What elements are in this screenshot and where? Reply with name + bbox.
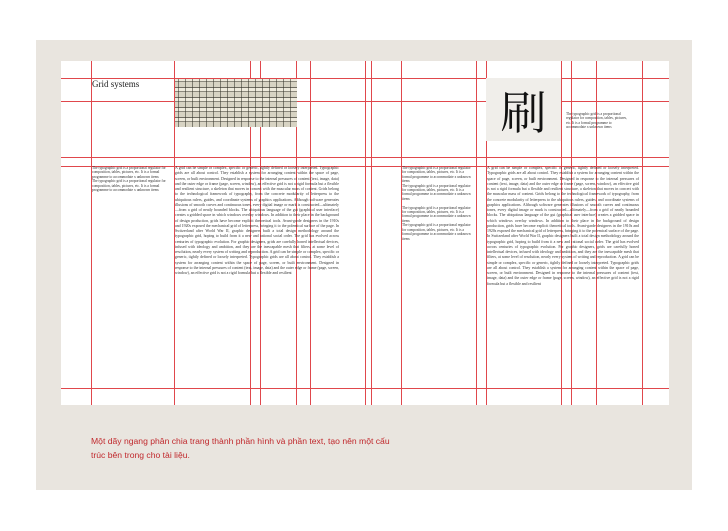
figure-caption: Một dãy ngang phân chia trang thành phần hình và phần text, tạo nên một cấu trúc bên trong cho tài liệu. <box>91 436 390 460</box>
body-text-column-2: A grid can be simple or complex, specific or generic, tightly defined or loosely interpreted. Typographic grids are all about control. They establish a system for arranging content within the space of page, screen, or built environment. Designed in response to the internal pressures of content (text, image, data) and the outer edge or frame (page, screen, window), an effective grid is not a rigid formula but a flexible and resilient structure, a skeleton that moves in concert with the muscular mass of content. Grids belong to the technological framework of typography, from the concrete modularity of letterpress to the ubiquitous rulers, guides, and coordinate systems of graphics applications. Although software generates illusions of smooth curves and continuous tones, every digital image or mark is constructed—ultimately—from a grid of neatly bounded blocks. The ubiquitous language of the gui (graphical user interface) creates a gridded space in which windows overlay windows. In addition to their place in the background of design production, grids have become explicit theoretical tools. Avant-garde designers in the 1910s and 1920s exposed the mechanical grid of letterpress, bringing it to the polemical surface of the page. In Switzerland after World War II, graphic designers built a total design methodology around the typographic grid, hoping to build from it a new and rational social order. The grid has evolved across centuries of typographic evolution. For graphic designers, grids are carefully honed intellectual devices, infused with ideology and ambition, and they are the inescapable mesh that filters, at some level of resolution, nearly every system of writing and reproduction. A grid can be simple or complex, specific or generic, tightly defined or loosely interpreted. Typographic grids are all about control. They establish a system for arranging content within the space of page, screen, or built environment. Designed in response to the internal pressures of content (text, image, data) and the outer edge or frame (page, screen, window), an effective grid is not a rigid formula but a flexible and resilient <box>487 166 639 286</box>
kanji-glyph: 刷 <box>500 85 547 140</box>
left-sidebar-notes: The typographic grid is a proportional regulator for composition, tables, pictures, etc. It is a formal programme to accommodate x unknown items The typographic grid is a proportional regulator for composition, tables, pictures, etc. It is a formal programme to accommodate x unknown items <box>92 166 166 193</box>
body-text-column-1: A grid can be simple or complex, specific or generic, tightly defined or loosely interpreted. Typographic grids are all about control. They establish a system for arranging content within the space of page, screen, or built environment. Designed in response to the internal pressures of content (text, image, data) and the outer edge or frame (page, screen, window), an effective grid is not a rigid formula but a flexible and resilient structure, a skeleton that moves in concert with the muscular mass of content. Grids belong to the technological framework of typography, from the concrete modularity of letterpress to the ubiquitous rulers, guides, and coordinate systems of graphics applications. Although software generates illusions of smooth curves and continuous tones, every digital image or mark is constructed—ultimately—from a grid of neatly bounded blocks. The ubiquitous language of the gui (graphical user interface) creates a gridded space in which windows overlay windows. In addition to their place in the background of design production, grids have become explicit theoretical tools. Avant-garde designers in the 1910s and 1920s exposed the mechanical grid of letterpress, bringing it to the polemical surface of the page. In Switzerland after World War II, graphic designers built a total design methodology around the typographic grid, hoping to build from it a new and rational social order. The grid has evolved across centuries of typographic evolution. For graphic designers, grids are carefully honed intellectual devices, infused with ideology and ambition, and they are the inescapable mesh that filters, at some level of resolution, nearly every system of writing and reproduction. A grid can be simple or complex, specific or generic, tightly defined or loosely interpreted. Typographic grids are all about control. They establish a system for arranging content within the space of page, screen, or built environment. Designed in response to the internal pressures of content (text, image, data) and the outer edge or frame (page, screen, window), an effective grid is not a rigid formula but a flexible and resilient <box>175 166 339 275</box>
grid-line <box>642 61 643 405</box>
middle-sidebar-notes: The typographic grid is a proportional regulator for composition, tables, pictures, etc. It is a formal programme to accommodate x unknown items The typographic grid is a proportional regulator for composition, tables, pictures, etc. It is a formal programme to accommodate x unknown items The typographic grid is a proportional regulator for composition, tables, pictures, etc. It is a formal programme to accommodate x unknown items The typographic grid is a proportional regulator for composition, tables, pictures, etc. It is a formal programme to accommodate x unknown items <box>402 166 471 241</box>
grid-line <box>365 61 366 405</box>
grid-sheet <box>61 61 669 405</box>
grid-line <box>476 61 477 405</box>
grid-line <box>91 61 92 405</box>
letterpress-type-image <box>175 79 297 127</box>
grid-line <box>61 78 669 79</box>
image-caption-note: The typographic grid is a proportional regulator for composition, tables, pictures, etc. It is a formal programme to accommodate x unknown items <box>566 112 627 130</box>
grid-line <box>61 101 669 102</box>
page-title: Grid systems <box>92 79 140 89</box>
grid-line <box>61 157 669 158</box>
kanji-image <box>486 78 561 141</box>
grid-line <box>371 61 372 405</box>
